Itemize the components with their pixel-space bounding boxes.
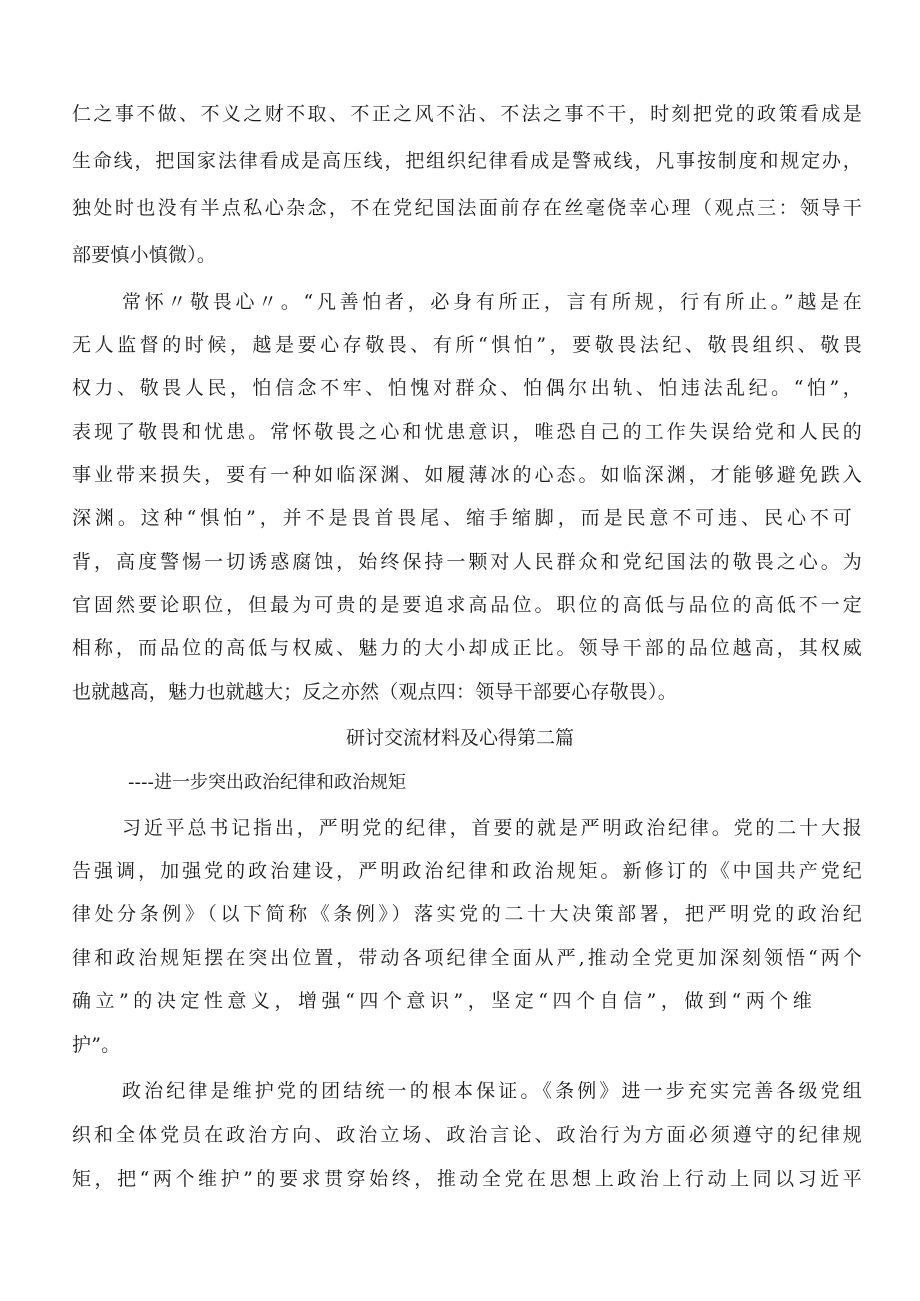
paragraph-2-line-6: 深渊。这种“惧怕”，并不是畏首畏尾、缩手缩脚，而是民意不可违、民心不可 bbox=[72, 507, 852, 529]
paragraph-4-line-2: 织和全体党员在政治方向、政治立场、政治言论、政治行为方面必须遵守的纪律规 bbox=[72, 1124, 862, 1146]
paragraph-1-line-4: 部要慎小慎微）。 bbox=[72, 244, 217, 266]
paragraph-3-line-5: 确立”的决定性意义，增强“四个意识”，坚定“四个自信”，做到“两个维 bbox=[72, 990, 812, 1012]
paragraph-2-line-5: 事业带来损失，要有一种如临深渊、如履薄冰的心态。如临深渊，才能够避免跌入 bbox=[72, 464, 862, 486]
section-title: 研讨交流材料及心得第二篇 bbox=[345, 727, 574, 749]
paragraph-3-line-1: 习近平总书记指出，严明党的纪律，首要的就是严明政治纪律。党的二十大报 bbox=[122, 817, 862, 839]
section-subtitle: ----进一步突出政治纪律和政治规矩 bbox=[128, 772, 406, 793]
paragraph-2-line-10: 也就越高，魅力也就越大；反之亦然（观点四：领导干部要心存敬畏）。 bbox=[72, 681, 677, 703]
paragraph-1-line-3: 独处时也没有半点私心杂念，不在党纪国法面前存在丝毫侥幸心理（观点三：领导干 bbox=[72, 197, 862, 219]
paragraph-4-line-1: 政治纪律是维护党的团结统一的根本保证。《条例》进一步充实完善各级党组 bbox=[122, 1080, 862, 1102]
paragraph-2-line-7: 背，高度警惕一切诱惑腐蚀，始终保持一颗对人民群众和党纪国法的敬畏之心。为 bbox=[72, 551, 862, 573]
paragraph-2-line-9: 相称，而品位的高低与权威、魅力的大小却成正比。领导干部的品位越高，其权威 bbox=[72, 637, 862, 659]
paragraph-2-line-8: 官固然要论职位，但最为可贵的是要追求高品位。职位的高低与品位的高低不一定 bbox=[72, 594, 862, 616]
paragraph-4-line-3: 矩，把“两个维护”的要求贯穿始终，推动全党在思想上政治上行动上同以习近平 bbox=[72, 1168, 862, 1190]
paragraph-3-line-4: 律和政治规矩摆在突出位置，带动各项纪律全面从严,推动全党更加深刻领悟“两个 bbox=[72, 947, 862, 969]
paragraph-3-line-6: 护”。 bbox=[72, 1034, 121, 1056]
paragraph-1-line-2: 生命线，把国家法律看成是高压线，把组织纪律看成是警戒线，凡事按制度和规定办， bbox=[72, 150, 862, 172]
paragraph-2-line-4: 表现了敬畏和忧患。常怀敬畏之心和忧患意识，唯恐自己的工作失误给党和人民的 bbox=[72, 421, 862, 443]
paragraph-2-line-2: 无人监督的时候，越是要心存敬畏、有所“惧怕”，要敬畏法纪、敬畏组织、敬畏 bbox=[72, 334, 862, 356]
paragraph-3-line-2: 告强调，加强党的政治建设，严明政治纪律和政治规矩。新修订的《中国共产党纪 bbox=[72, 860, 862, 882]
paragraph-2-line-1: 常怀〃敬畏心〃。“凡善怕者，必身有所正，言有所规，行有所止。”越是在 bbox=[122, 291, 862, 313]
paragraph-1-line-1: 仁之事不做、不义之财不取、不正之风不沾、不法之事不干，时刻把党的政策看成是 bbox=[72, 103, 862, 125]
paragraph-2-line-3: 权力、敬畏人民，怕信念不牢、怕愧对群众、怕偶尔出轨、怕违法乱纪。“怕”， bbox=[72, 377, 862, 399]
paragraph-3-line-3: 律处分条例》（以下简称《条例》）落实党的二十大决策部署，把严明党的政治纪 bbox=[72, 903, 862, 925]
